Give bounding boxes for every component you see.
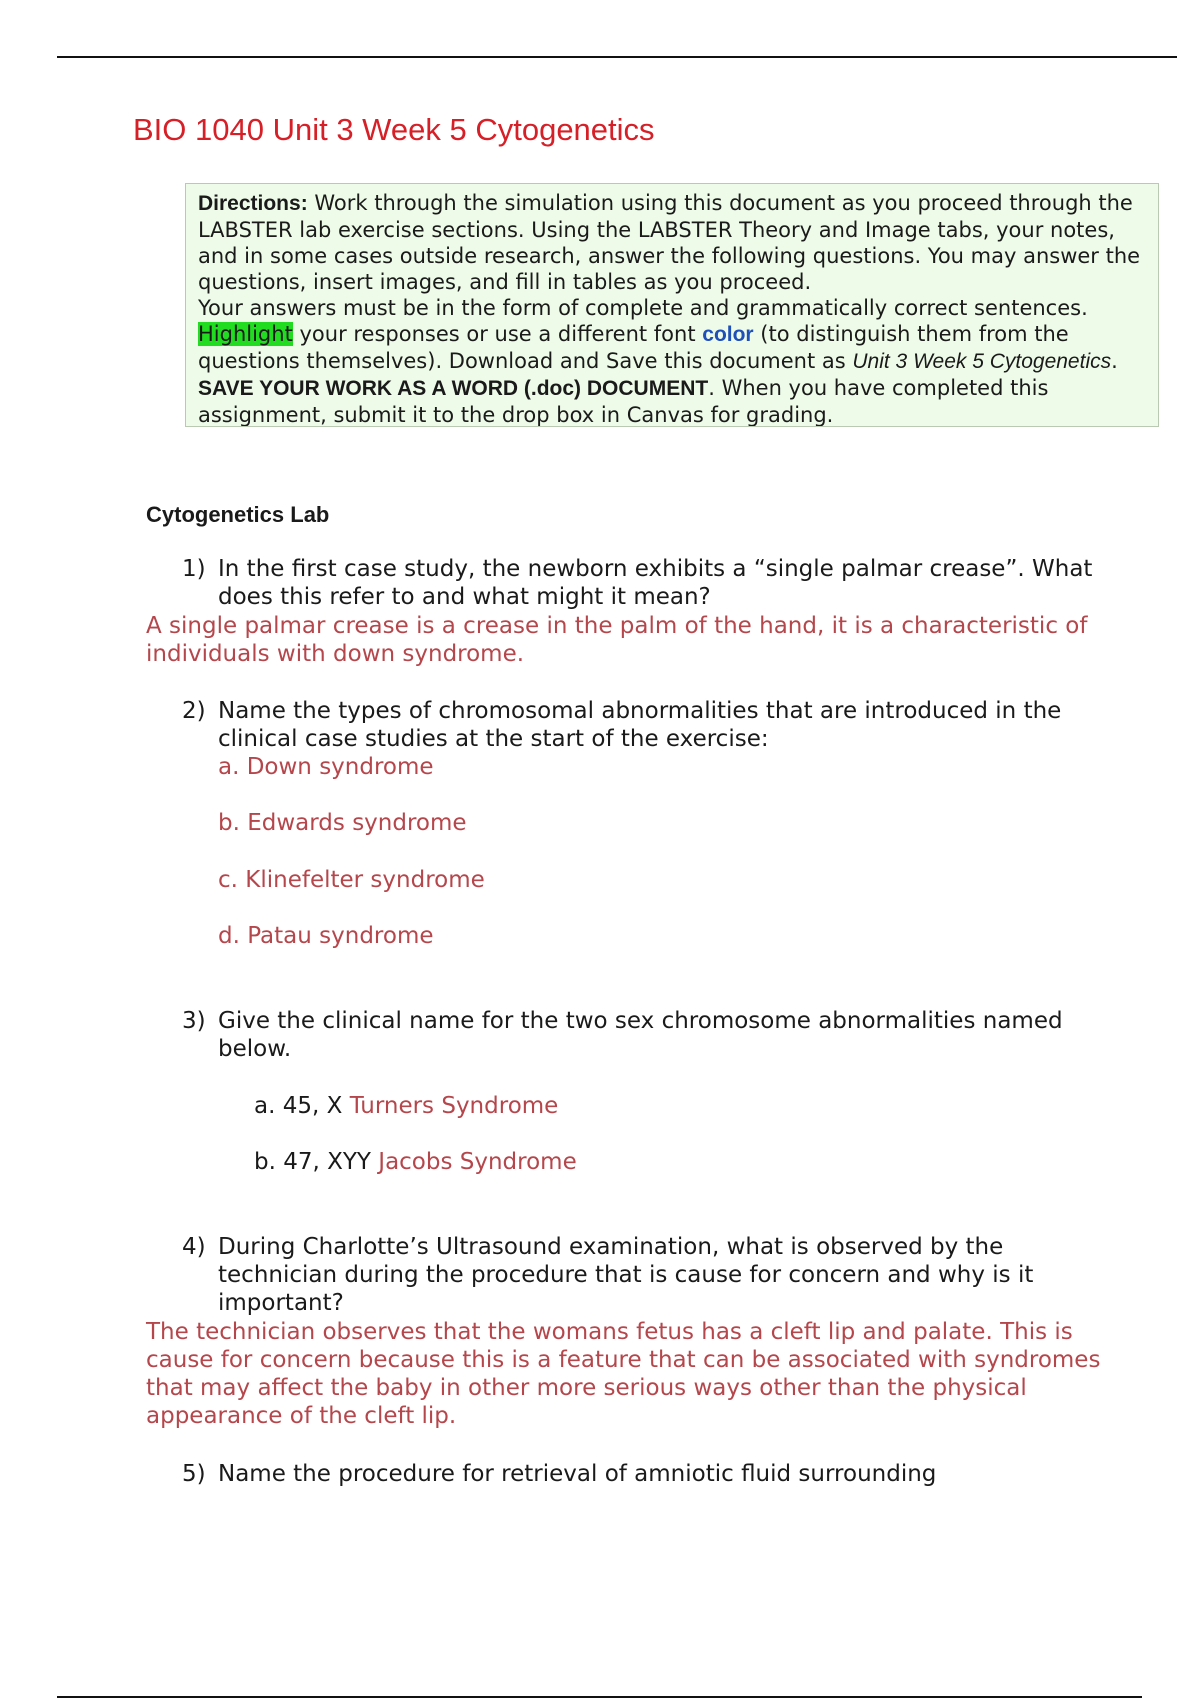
answer-2d: d. Patau syndrome	[218, 923, 434, 949]
question-number: 5)	[182, 1461, 206, 1487]
question-number: 4)	[182, 1234, 206, 1260]
question-3	[182, 1007, 1112, 1063]
question-number: 2)	[182, 698, 206, 724]
question-text: Name the procedure for retrieval of amniotic fluid surrounding	[218, 1461, 937, 1487]
question-number: 3)	[182, 1008, 206, 1034]
highlight-sample: Highlight	[198, 322, 293, 346]
answer-3a: Turners Syndrome	[349, 1093, 559, 1119]
save-notice: SAVE YOUR WORK AS A WORD (.doc) DOCUMENT	[198, 377, 709, 400]
question-text: During Charlotte’s Ultrasound examination, what is observed by the technician during the procedure that is cause for concern and why is it important?	[218, 1234, 1034, 1316]
question-text: In the first case study, the newborn exhibits a “single palmar crease”. What does this refer to and what might it mean?	[218, 556, 1093, 610]
answer-2c: c. Klinefelter syndrome	[218, 867, 485, 893]
footer-rule	[57, 1696, 1142, 1698]
answer-3b: Jacobs Syndrome	[378, 1149, 577, 1175]
section-title: Cytogenetics Lab	[146, 502, 330, 527]
page-title: BIO 1040 Unit 3 Week 5 Cytogenetics	[133, 112, 655, 147]
sub-question-3b: b. 47, XYY Jacobs Syndrome	[254, 1149, 577, 1175]
question-5	[182, 1460, 1112, 1488]
directions-box	[185, 183, 1159, 427]
header-rule	[57, 56, 1177, 58]
answer-4: The technician observes that the womans fetus has a cleft lip and palate. This is cause for concern because this is a feature that can be associated with syndromes that may affect the baby in other more serious ways other than the physical appearance of the cleft lip.	[146, 1319, 1101, 1429]
answer-2a: a. Down syndrome	[218, 754, 434, 780]
question-number: 1)	[182, 556, 206, 582]
question-text: Name the types of chromosomal abnormalities that are introduced in the clinical case studies at the start of the exercise:	[218, 698, 1062, 752]
filename-text: Unit 3 Week 5 Cytogenetics	[852, 350, 1112, 373]
question-text: Give the clinical name for the two sex chromosome abnormalities named below.	[218, 1008, 1063, 1062]
question-2	[182, 697, 1112, 753]
directions-paragraph-1: Directions: Work through the simulation using this document as you proceed through the LABSTER lab exercise sections. Using the LABSTER Theory and Image tabs, your notes, and in some cases outside research, answer the following questions. You may answer the questions, insert images, and fill in tables as you proceed.	[198, 191, 1141, 294]
question-1	[182, 555, 1112, 611]
question-4	[182, 1233, 1112, 1317]
sub-question-3a: a. 45, X Turners Syndrome	[254, 1093, 559, 1119]
answer-2b: b. Edwards syndrome	[218, 810, 467, 836]
color-sample: color	[702, 323, 754, 346]
answer-1: A single palmar crease is a crease in the palm of the hand, it is a characteristic of individuals with down syndrome.	[146, 613, 1088, 667]
directions-label: Directions:	[198, 192, 308, 215]
directions-paragraph-2: Your answers must be in the form of complete and grammatically correct sentences. Highlight your responses or use a different font color (to distinguish them from the questions themselves). Download and Save this document as Unit 3 Week 5 Cytogenetics. SAVE YOUR WORK AS A WORD (.doc) DOCUMENT. When you have completed this assignment, submit it to the drop box in Canvas for grading.	[198, 296, 1118, 427]
